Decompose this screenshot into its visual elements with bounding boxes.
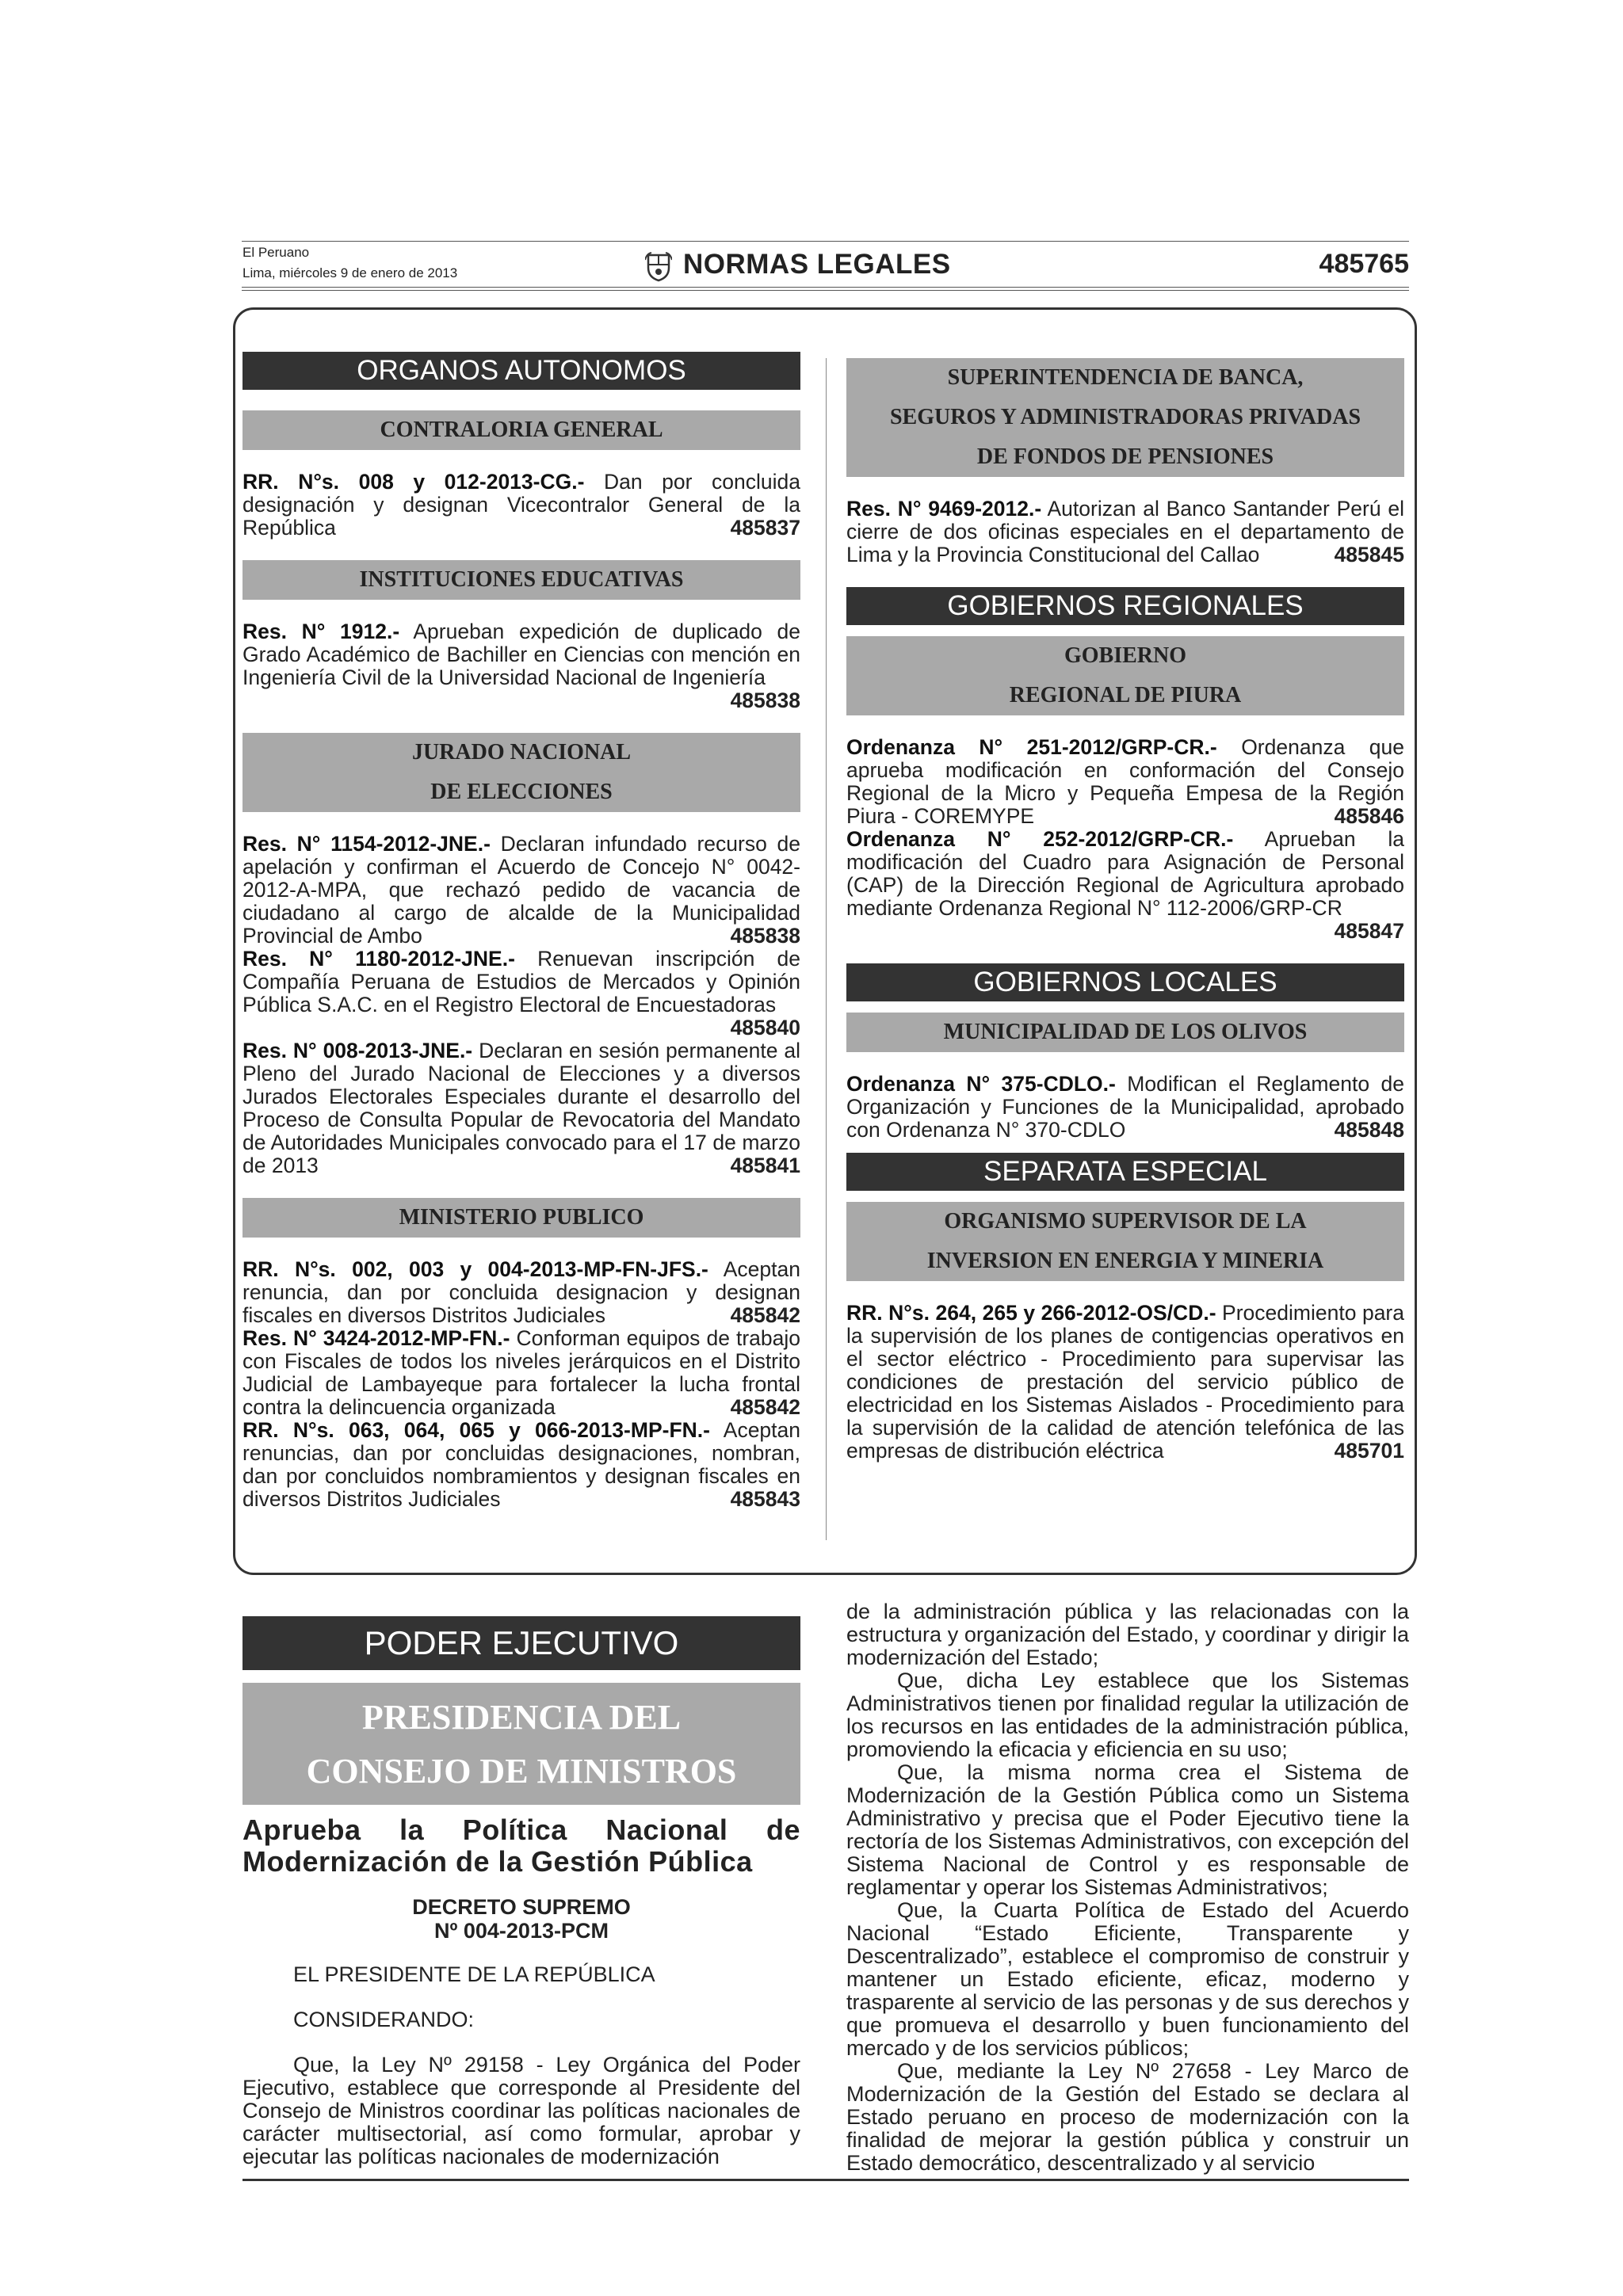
body-paragraph: Que, la Ley Nº 29158 - Ley Orgánica del Poder Ejecutivo, establece que corresponde al Presidente del Consejo de Ministros coordinar las políticas nacionales de carácter multisectorial, así como formular, aprobar y ejecutar las políticas nacionales de modernización: [242, 2053, 800, 2168]
institution-band-ministerio-publico: MINISTERIO PUBLICO: [242, 1198, 800, 1238]
bottom-rule: [242, 2179, 1409, 2181]
institution-band-los-olivos: MUNICIPALIDAD DE LOS OLIVOS: [846, 1013, 1404, 1052]
coat-of-arms-icon: [645, 252, 672, 282]
decree-number: DECRETO SUPREMO Nº 004-2013-PCM: [412, 1895, 631, 1943]
entry-page: 485837: [730, 516, 800, 540]
summary-entry[interactable]: Res. N° 3424-2012-MP-FN.- Conforman equipos de trabajo con Fiscales de todos los niveles jerárquicos en el Distrito Judicial de Lambayeque para fortalecer la lucha frontal contra la delincuencia organizada 485842: [242, 1326, 800, 1419]
body-left-column: [242, 1963, 800, 2168]
entry-page: 485848: [1334, 1118, 1404, 1142]
header-rule-top: [242, 241, 1409, 242]
entity-band: PRESIDENCIA DEL CONSEJO DE MINISTROS: [242, 1683, 800, 1805]
page-title: NORMAS LEGALES: [683, 249, 951, 280]
body-paragraph: Que, la misma norma crea el Sistema de Modernización de la Gestión Pública como un Sistema Administrativo y precisa que el Poder Ejecutivo tiene la rectoría de los Sistemas Administrativos, con excepción del Sistema Nacional de Control y es responsable de reglamentar y operar los Sistemas Administrativos;: [846, 1760, 1409, 1899]
section-band-organos-autonomos: ORGANOS AUTONOMOS: [242, 352, 800, 390]
entry-page: 485842: [730, 1395, 800, 1419]
entry-page: 485847: [1334, 919, 1404, 943]
column-divider: [826, 358, 827, 1540]
summary-entry[interactable]: RR. N°s. 008 y 012-2013-CG.- Dan por concluida designación y designan Vicecontralor General de la República 485837: [242, 470, 800, 540]
header-rule-bottom-2: [242, 290, 1409, 291]
body-right-column: [846, 1600, 1409, 2175]
institution-band-jne: JURADO NACIONAL DE ELECCIONES: [242, 733, 800, 812]
summary-entry[interactable]: RR. N°s. 264, 265 y 266-2012-OS/CD.- Procedimiento para la supervisión de los planes de contigencias operativos en el sector eléctrico - Procedimiento para supervisar las condiciones de prestación del servicio público de electricidad en los Sistemas Aislados - Procedimiento para la supervisión de la calidad de atención telefónica de las empresas de distribución eléctrica 485701: [846, 1301, 1404, 1463]
section-band-separata-especial: SEPARATA ESPECIAL: [846, 1153, 1404, 1191]
institution-band-osinergmin: ORGANISMO SUPERVISOR DE LA INVERSION EN ENERGIA Y MINERIA: [846, 1202, 1404, 1281]
summary-entry[interactable]: Res. N° 9469-2012.- Autorizan al Banco Santander Perú el cierre de dos oficinas especiales en el departamento de Lima y la Provincia Constitucional del Callao 485845: [846, 497, 1404, 566]
president-line: EL PRESIDENTE DE LA REPÚBLICA: [293, 1962, 655, 1986]
page-number: 485765: [1319, 249, 1409, 279]
summary-entry[interactable]: Ordenanza N° 375-CDLO.- Modifican el Reglamento de Organización y Funciones de la Municipalidad, aprobado con Ordenanza N° 370-CDLO 485848: [846, 1072, 1404, 1142]
entry-page: 485840: [730, 1016, 800, 1039]
considerando-line: CONSIDERANDO:: [293, 2008, 475, 2031]
body-paragraph: Que, mediante la Ley Nº 27658 - Ley Marco de Modernización de la Gestión del Estado se declara al Estado peruano en proceso de modernización con la finalidad de mejorar la gestión pública y construir un Estado democrático, descentralizado y al servicio: [846, 2059, 1409, 2175]
summary-left-column: [242, 352, 800, 1511]
power-band: PODER EJECUTIVO: [242, 1616, 800, 1670]
header-rule-bottom: [242, 287, 1409, 288]
summary-entry[interactable]: Res. N° 1154-2012-JNE.- Declaran infundado recurso de apelación y confirman el Acuerdo de Concejo N° 0042-2012-A-MPA, que rechazó pedido de vacancia de ciudadano al cargo de alcalde de la Municipalidad Provincial de Ambo 485838: [242, 832, 800, 948]
publication-name: El Peruano: [242, 245, 310, 260]
summary-entry[interactable]: Ordenanza N° 251-2012/GRP-CR.- Ordenanza que aprueba modificación en conformación del Consejo Regional de la Micro y Pequeña Empesa de la Región Piura - COREMYPE 485846: [846, 735, 1404, 828]
entry-page: 485845: [1334, 543, 1404, 566]
summary-entry[interactable]: Res. N° 1912.- Aprueban expedición de duplicado de Grado Académico de Bachiller en Ciencias con mención en Ingeniería Civil de la Universidad Nacional de Ingeniería 485838: [242, 620, 800, 712]
body-paragraph: Que, la Cuarta Política de Estado del Acuerdo Nacional “Estado Eficiente, Transparente y Descentralizado”, establece el compromiso de construir y mantener un Estado eficiente, eficaz, moderno y trasparente al servicio de las personas y de sus derechos y que promueva el desarrollo y buen funcionamiento del mercado y de los servicios públicos;: [846, 1898, 1409, 2060]
institution-band-educativas: INSTITUCIONES EDUCATIVAS: [242, 560, 800, 600]
decree-title: Aprueba la Política Nacional de Modernización de la Gestión Pública: [242, 1814, 800, 1878]
body-paragraph: Que, dicha Ley establece que los Sistemas Administrativos tienen por finalidad regular la utilización de los recursos en las entidades de la administración pública, promoviendo la eficacia y eficiencia en su uso;: [846, 1669, 1409, 1761]
summary-entry[interactable]: Ordenanza N° 252-2012/GRP-CR.- Aprueban la modificación del Cuadro para Asignación de Personal (CAP) de la Dirección Regional de Agricultura aprobado mediante Ordenanza Regional N° 112-2006/GRP-CR 485847: [846, 827, 1404, 943]
institution-band-contraloria: CONTRALORIA GENERAL: [242, 410, 800, 450]
body-paragraph: de la administración pública y las relacionadas con la estructura y organización del Estado, y coordinar y dirigir la modernización del Estado;: [846, 1600, 1409, 1669]
entry-page: 485841: [730, 1154, 800, 1177]
summary-right-column: [846, 358, 1404, 1463]
entry-page: 485838: [730, 924, 800, 948]
entry-page: 485846: [1334, 804, 1404, 828]
entry-page: 485843: [730, 1487, 800, 1511]
institution-band-piura: GOBIERNO REGIONAL DE PIURA: [846, 636, 1404, 715]
section-band-gobiernos-locales: GOBIERNOS LOCALES: [846, 963, 1404, 1001]
entry-page: 485838: [730, 688, 800, 712]
entry-page: 485842: [730, 1303, 800, 1327]
summary-entry[interactable]: Res. N° 008-2013-JNE.- Declaran en sesión permanente al Pleno del Jurado Nacional de Elecciones y a diversos Jurados Electorales Especiales durante el desarrollo del Proceso de Consulta Popular de Revocatoria del Mandato de Autoridades Municipales convocado para el 17 de marzo de 2013 485841: [242, 1039, 800, 1177]
entry-page: 485701: [1334, 1439, 1404, 1463]
institution-band-sbs: SUPERINTENDENCIA DE BANCA, SEGUROS Y ADMINISTRADORAS PRIVADAS DE FONDOS DE PENSIONES: [846, 358, 1404, 477]
publication-date: Lima, miércoles 9 de enero de 2013: [242, 265, 458, 280]
summary-entry[interactable]: RR. N°s. 002, 003 y 004-2013-MP-FN-JFS.- Aceptan renuncia, dan por concluida designacion y designan fiscales en diversos Distritos Judiciales 485842: [242, 1257, 800, 1327]
section-band-gobiernos-regionales: GOBIERNOS REGIONALES: [846, 587, 1404, 625]
summary-entry[interactable]: RR. N°s. 063, 064, 065 y 066-2013-MP-FN.- Aceptan renuncias, dan por concluidas designaciones, nombran, dan por concluidos nombramientos y designan fiscales en diversos Distritos Judiciales 485843: [242, 1418, 801, 1511]
summary-entry[interactable]: Res. N° 1180-2012-JNE.- Renuevan inscripción de Compañía Peruana de Estudios de Mercados y Opinión Pública S.A.C. en el Registro Electoral de Encuestadoras 485840: [242, 947, 800, 1039]
